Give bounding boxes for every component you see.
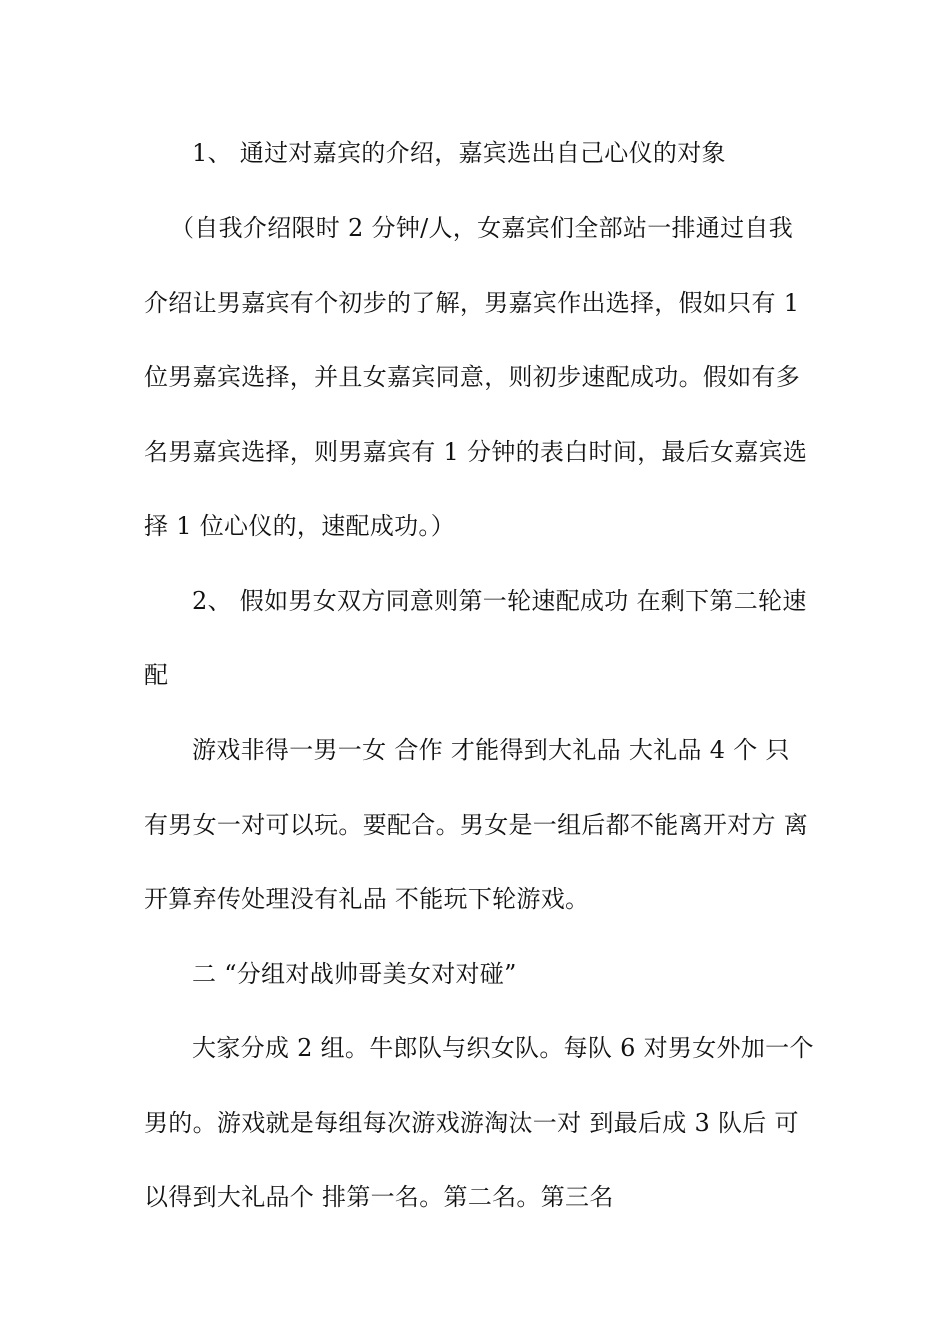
text-line: 配 (144, 661, 169, 689)
text-line: 有男女一对可以玩。要配合。男女是一组后都不能离开对方 离 (144, 811, 809, 839)
text-line: 2、 假如男女双方同意则第一轮速配成功 在剩下第二轮速 (192, 587, 807, 615)
text-line: 位男嘉宾选择，并且女嘉宾同意，则初步速配成功。假如有多 (144, 363, 801, 391)
text-line: 大家分成 2 组。牛郎队与织女队。每队 6 对男女外加一个 (192, 1034, 814, 1062)
text-line: 介绍让男嘉宾有个初步的了解，男嘉宾作出选择，假如只有 1 (144, 289, 800, 317)
section-heading: 二 “分组对战帅哥美女对对碰” (192, 960, 517, 988)
text-line: 1、 通过对嘉宾的介绍，嘉宾选出自己心仪的对象 (192, 139, 726, 167)
text-line: 男的。游戏就是每组每次游戏游淘汰一对 到最后成 3 队后 可 (144, 1109, 799, 1137)
text-line: 择 1 位心仪的，速配成功。） (144, 512, 456, 540)
text-line: 开算弃传处理没有礼品 不能玩下轮游戏。 (144, 885, 590, 913)
text-line: 以得到大礼品个 排第一名。第二名。第三名 (144, 1183, 614, 1211)
text-line: （自我介绍限时 2 分钟/人，女嘉宾们全部站一排通过自我 (170, 214, 794, 242)
text-line: 游戏非得一男一女 合作 才能得到大礼品 大礼品 4 个 只 (192, 736, 790, 764)
text-line: 名男嘉宾选择，则男嘉宾有 1 分钟的表白时间，最后女嘉宾选 (144, 438, 808, 466)
